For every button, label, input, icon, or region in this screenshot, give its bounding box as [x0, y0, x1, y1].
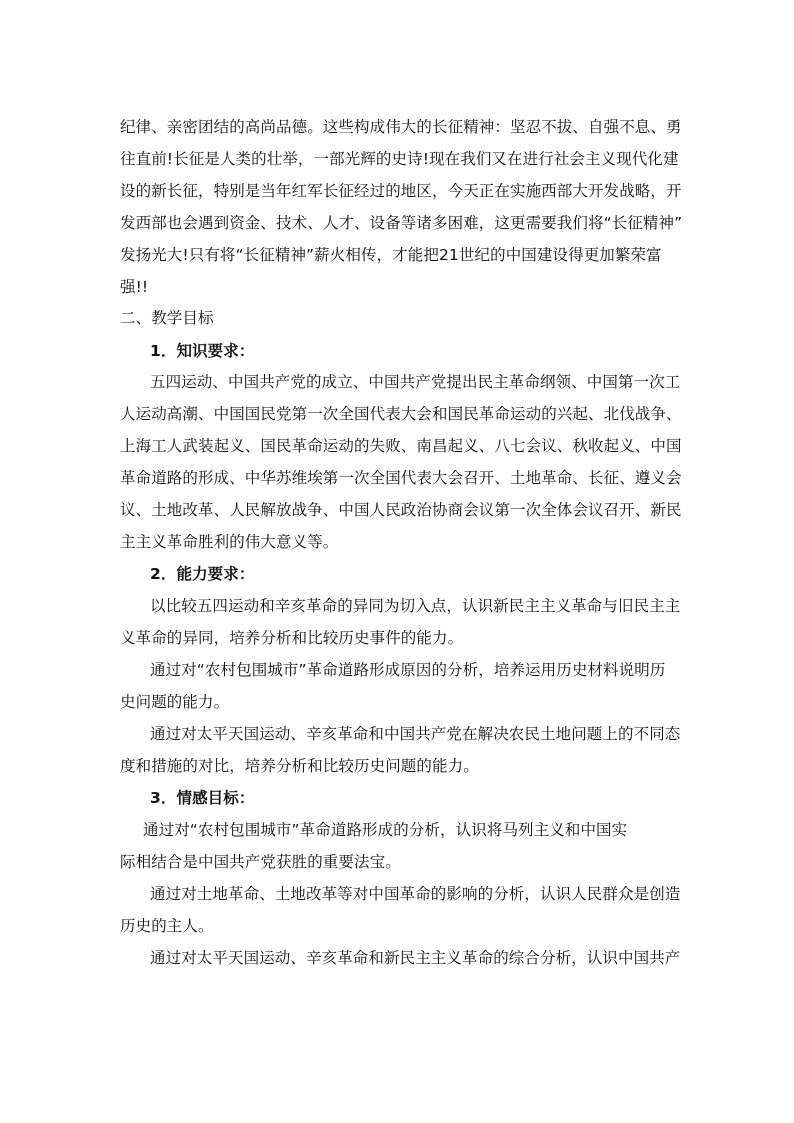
paragraph-line: 通过对太平天国运动、辛亥革命和新民主主义革命的综合分析，认识中国共产 — [150, 949, 681, 967]
subsection-heading: 2．能力要求： — [150, 565, 255, 583]
paragraph-line: 发西部也会遇到资金、技术、人才、设备等诸多困难，这更需要我们将“长征精神” — [120, 214, 683, 232]
section-heading: 二、教学目标 — [120, 309, 214, 327]
paragraph-line: 史问题的能力。 — [120, 693, 230, 711]
paragraph-line: 设的新长征，特别是当年红军长征经过的地区，今天正在实施西部大开发战略，开 — [120, 182, 682, 200]
paragraph-line: 主主义革命胜利的伟大意义等。 — [120, 533, 339, 551]
paragraph-line: 纪律、亲密团结的高尚品德。这些构成伟大的长征精神：坚忍不拔、自强不息、勇 — [120, 118, 682, 136]
paragraph-line: 五四运动、中国共产党的成立、中国共产党提出民主革命纲领、中国第一次工 — [150, 373, 681, 391]
paragraph-line: 历史的主人。 — [120, 917, 214, 935]
paragraph-line: 通过对太平天国运动、辛亥革命和中国共产党在解决农民土地问题上的不同态 — [150, 725, 681, 743]
paragraph-line: 议、土地改革、人民解放战争、中国人民政治协商会议第一次全体会议召开、新民 — [120, 501, 682, 519]
subsection-heading: 1．知识要求： — [150, 342, 255, 360]
paragraph-line: 义革命的异同，培养分析和比较历史事件的能力。 — [120, 629, 464, 647]
subsection-heading: 3．情感目标： — [150, 789, 255, 807]
paragraph-line: 往直前!长征是人类的壮举，一部光辉的史诗!现在我们又在进行社会主义现代化建 — [120, 150, 679, 168]
paragraph-line: 上海工人武装起义、国民革命运动的失败、南昌起义、八七会议、秋收起义、中国 — [120, 437, 682, 455]
paragraph-line: 革命道路的形成、中华苏维埃第一次全国代表大会召开、土地革命、长征、遵义会 — [120, 469, 682, 487]
paragraph-line: 通过对土地革命、土地改革等对中国革命的影响的分析，认识人民群众是创造 — [150, 885, 681, 903]
paragraph-line: 强!! — [120, 278, 149, 296]
paragraph-line: 发扬光大!只有将“长征精神”薪火相传，才能把21世纪的中国建设得更加繁荣富 — [120, 246, 662, 264]
paragraph-line: 通过对“农村包围城市”革命道路形成的分析，认识将马列主义和中国实 — [143, 821, 628, 839]
paragraph-line: 以比较五四运动和辛亥革命的异同为切入点，认识新民主主义革命与旧民主主 — [150, 597, 681, 615]
paragraph-line: 度和措施的对比，培养分析和比较历史问题的能力。 — [120, 757, 479, 775]
paragraph-line: 际相结合是中国共产党获胜的重要法宝。 — [120, 853, 401, 871]
paragraph-line: 通过对“农村包围城市”革命道路形成原因的分析，培养运用历史材料说明历 — [150, 661, 666, 679]
paragraph-line: 人运动高潮、中国国民党第一次全国代表大会和国民革命运动的兴起、北伐战争、 — [120, 405, 682, 423]
